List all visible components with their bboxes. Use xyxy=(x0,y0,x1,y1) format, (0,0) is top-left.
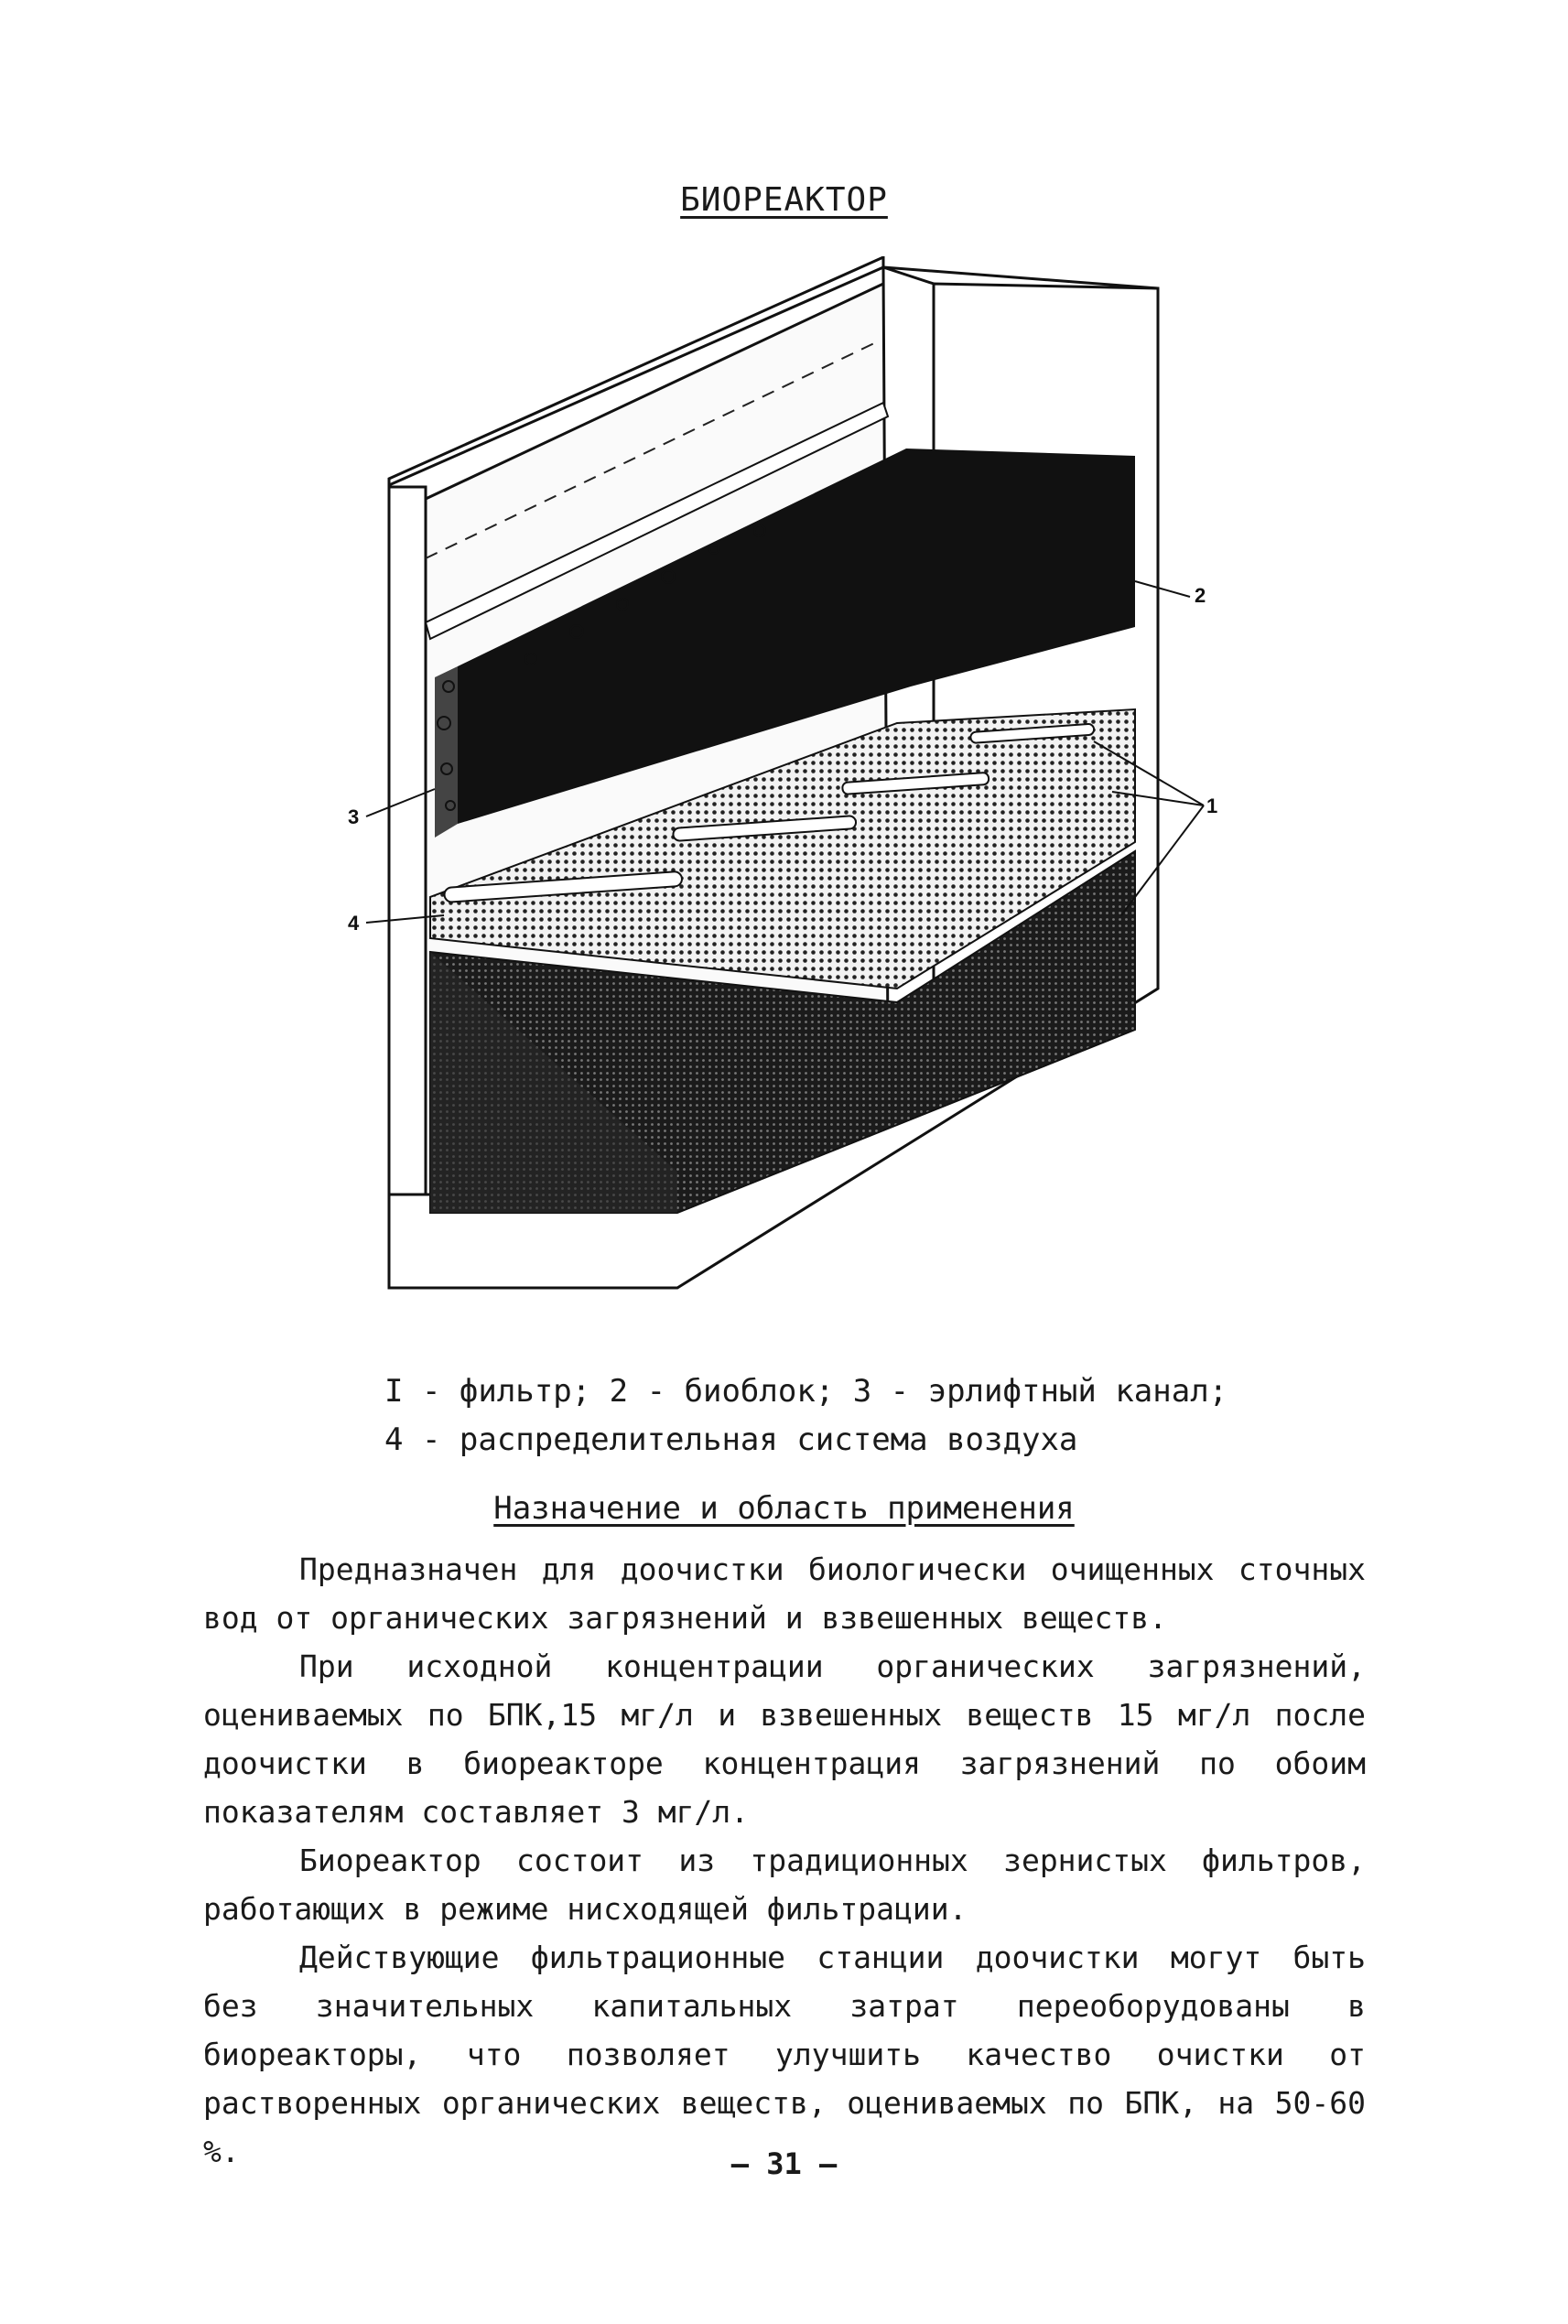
body-text xyxy=(203,1545,1366,2176)
paragraph: Действующие фильтрационные станции доочистки могут быть без значительных капитальных затрат переоборудованы в биореакторы, что позволяет улучшить качество очистки от растворенных органических веществ, оцениваемых по БПК, на 50-60 %. xyxy=(203,1940,1366,2169)
paragraph: Предназначен для доочистки биологически очищенных сточных вод от органических загрязнений и взвешенных веществ. xyxy=(203,1551,1366,1636)
paragraph: Биореактор состоит из традиционных зернистых фильтров, работающих в режиме нисходящей фильтрации. xyxy=(203,1843,1366,1927)
callout-2: 2 xyxy=(1195,584,1206,607)
page-number: — 31 — xyxy=(730,2146,838,2181)
section-heading: Назначение и область применения xyxy=(493,1490,1075,1527)
figure-caption-line-2: 4 - распределительная система воздуха xyxy=(384,1421,1078,1458)
paragraph: При исходной концентрации органических загрязнений, оцениваемых по БПК,15 мг/л и взвешенных веществ 15 мг/л после доочистки в биореакторе концентрация загрязнений по обоим показателям составляет 3 мг/л. xyxy=(203,1648,1366,1830)
page-title: БИОРЕАКТОР xyxy=(680,181,888,219)
bioreactor-figure xyxy=(348,256,1227,1327)
figure-caption-line-1: I - фильтр; 2 - биоблок; 3 - эрлифтный канал; xyxy=(384,1373,1228,1410)
callout-3: 3 xyxy=(348,805,360,828)
callout-1: 1 xyxy=(1206,794,1218,817)
callout-4: 4 xyxy=(348,912,360,935)
